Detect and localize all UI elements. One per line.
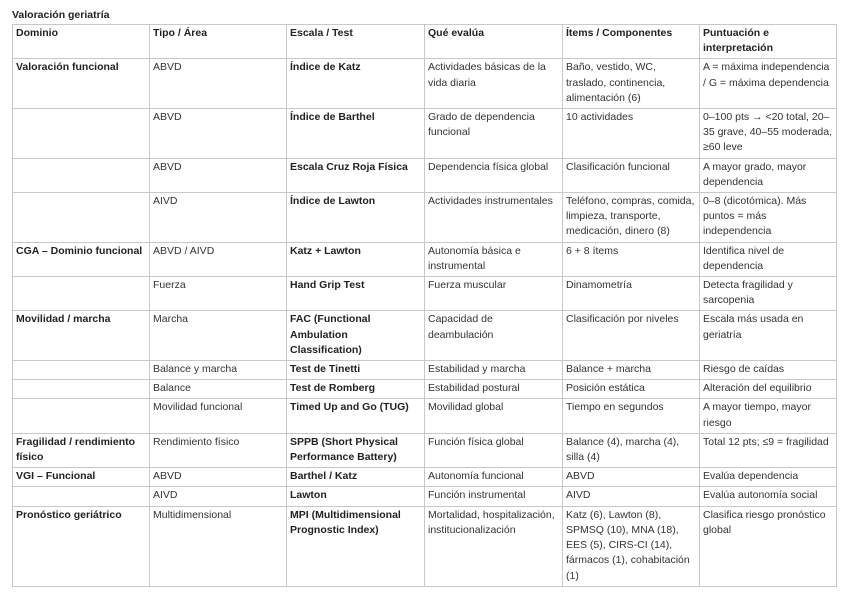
items-cell: AIVD: [563, 487, 700, 506]
document: [12, 9, 836, 587]
puntuacion-cell: A mayor grado, mayor dependencia: [700, 158, 837, 192]
dominio-cell: [13, 193, 150, 243]
tipo-area-cell: ABVD: [150, 109, 287, 159]
dominio-cell: [13, 277, 150, 311]
items-cell: Dinamometría: [563, 277, 700, 311]
tipo-area-cell: ABVD: [150, 468, 287, 487]
table-row: [13, 361, 837, 380]
tipo-area-cell: Multidimensional: [150, 506, 287, 586]
tipo-area-cell: AIVD: [150, 487, 287, 506]
escala-cell: Test de Romberg: [287, 380, 425, 399]
items-cell: Balance (4), marcha (4), silla (4): [563, 433, 700, 467]
dominio-cell: [13, 380, 150, 399]
items-cell: Posición estática: [563, 380, 700, 399]
dominio-cell: [13, 399, 150, 433]
geriatric-assessment-table: [12, 24, 837, 587]
tipo-area-cell: Balance y marcha: [150, 361, 287, 380]
evalua-cell: Función física global: [425, 433, 563, 467]
evalua-cell: Actividades básicas de la vida diaria: [425, 59, 563, 109]
items-cell: ABVD: [563, 468, 700, 487]
tipo-area-cell: ABVD: [150, 59, 287, 109]
dominio-cell: Pronóstico geriátrico: [13, 506, 150, 586]
items-cell: Clasificación por niveles: [563, 311, 700, 361]
evalua-cell: Autonomía básica e instrumental: [425, 242, 563, 276]
tipo-area-cell: Balance: [150, 380, 287, 399]
evalua-cell: Capacidad de deambulación: [425, 311, 563, 361]
header-puntuacion: Puntuación e interpretación: [700, 25, 837, 59]
evalua-cell: Actividades instrumentales: [425, 193, 563, 243]
dominio-cell: [13, 487, 150, 506]
table-row: [13, 399, 837, 433]
evalua-cell: Movilidad global: [425, 399, 563, 433]
dominio-cell: CGA – Dominio funcional: [13, 242, 150, 276]
items-cell: 10 actividades: [563, 109, 700, 159]
table-row: [13, 487, 837, 506]
puntuacion-cell: Escala más usada en geriatría: [700, 311, 837, 361]
puntuacion-cell: Total 12 pts; ≤9 = fragilidad: [700, 433, 837, 467]
items-cell: Baño, vestido, WC, traslado, continencia, alimentación (6): [563, 59, 700, 109]
dominio-cell: VGI – Funcional: [13, 468, 150, 487]
escala-cell: SPPB (Short Physical Performance Battery): [287, 433, 425, 467]
tipo-area-cell: ABVD: [150, 158, 287, 192]
evalua-cell: Autonomía funcional: [425, 468, 563, 487]
puntuacion-cell: 0–8 (dicotómica). Más puntos = más independencia: [700, 193, 837, 243]
dominio-cell: Fragilidad / rendimiento físico: [13, 433, 150, 467]
evalua-cell: Estabilidad postural: [425, 380, 563, 399]
puntuacion-cell: Detecta fragilidad y sarcopenia: [700, 277, 837, 311]
items-cell: Teléfono, compras, comida, limpieza, transporte, medicación, dinero (8): [563, 193, 700, 243]
header-tipo-area: Tipo / Área: [150, 25, 287, 59]
header-que-evalua: Qué evalúa: [425, 25, 563, 59]
evalua-cell: Grado de dependencia funcional: [425, 109, 563, 159]
evalua-cell: Estabilidad y marcha: [425, 361, 563, 380]
puntuacion-cell: Evalúa dependencia: [700, 468, 837, 487]
header-row: [13, 25, 837, 59]
puntuacion-cell: Riesgo de caídas: [700, 361, 837, 380]
table-row: [13, 242, 837, 276]
evalua-cell: Dependencia física global: [425, 158, 563, 192]
table-row: [13, 311, 837, 361]
table-row: [13, 468, 837, 487]
tipo-area-cell: AIVD: [150, 193, 287, 243]
escala-cell: Hand Grip Test: [287, 277, 425, 311]
escala-cell: Escala Cruz Roja Física: [287, 158, 425, 192]
escala-cell: Barthel / Katz: [287, 468, 425, 487]
dominio-cell: Movilidad / marcha: [13, 311, 150, 361]
dominio-cell: [13, 158, 150, 192]
puntuacion-cell: Alteración del equilibrio: [700, 380, 837, 399]
items-cell: Tiempo en segundos: [563, 399, 700, 433]
header-items-componentes: Ítems / Componentes: [563, 25, 700, 59]
puntuacion-cell: A = máxima independencia / G = máxima dependencia: [700, 59, 837, 109]
puntuacion-cell: Identifica nivel de dependencia: [700, 242, 837, 276]
escala-cell: Lawton: [287, 487, 425, 506]
escala-cell: Índice de Lawton: [287, 193, 425, 243]
document-title: Valoración geriatría: [12, 9, 110, 21]
evalua-cell: Función instrumental: [425, 487, 563, 506]
tipo-area-cell: Marcha: [150, 311, 287, 361]
puntuacion-cell: 0–100 pts → <20 total, 20–35 grave, 40–55 moderada, ≥60 leve: [700, 109, 837, 159]
puntuacion-cell: Evalúa autonomía social: [700, 487, 837, 506]
evalua-cell: Mortalidad, hospitalización, institucionalización: [425, 506, 563, 586]
table-row: [13, 59, 837, 109]
tipo-area-cell: Rendimiento físico: [150, 433, 287, 467]
puntuacion-cell: A mayor tiempo, mayor riesgo: [700, 399, 837, 433]
table-row: [13, 193, 837, 243]
dominio-cell: [13, 361, 150, 380]
items-cell: 6 + 8 ítems: [563, 242, 700, 276]
dominio-cell: Valoración funcional: [13, 59, 150, 109]
table-row: [13, 433, 837, 467]
escala-cell: Timed Up and Go (TUG): [287, 399, 425, 433]
escala-cell: MPI (Multidimensional Prognostic Index): [287, 506, 425, 586]
escala-cell: Índice de Katz: [287, 59, 425, 109]
escala-cell: Test de Tinetti: [287, 361, 425, 380]
header-dominio: Dominio: [13, 25, 150, 59]
table-row: [13, 277, 837, 311]
escala-cell: Índice de Barthel: [287, 109, 425, 159]
table-row: [13, 158, 837, 192]
table-body: [13, 59, 837, 586]
tipo-area-cell: ABVD / AIVD: [150, 242, 287, 276]
items-cell: Katz (6), Lawton (8), SPMSQ (10), MNA (18), EES (5), CIRS-CI (14), fármacos (1), cohabitación (1): [563, 506, 700, 586]
items-cell: Balance + marcha: [563, 361, 700, 380]
table-row: [13, 380, 837, 399]
tipo-area-cell: Fuerza: [150, 277, 287, 311]
escala-cell: FAC (Functional Ambulation Classification): [287, 311, 425, 361]
table-row: [13, 506, 837, 586]
evalua-cell: Fuerza muscular: [425, 277, 563, 311]
table-row: [13, 109, 837, 159]
items-cell: Clasificación funcional: [563, 158, 700, 192]
escala-cell: Katz + Lawton: [287, 242, 425, 276]
header-escala-test: Escala / Test: [287, 25, 425, 59]
dominio-cell: [13, 109, 150, 159]
tipo-area-cell: Movilidad funcional: [150, 399, 287, 433]
puntuacion-cell: Clasifica riesgo pronóstico global: [700, 506, 837, 586]
